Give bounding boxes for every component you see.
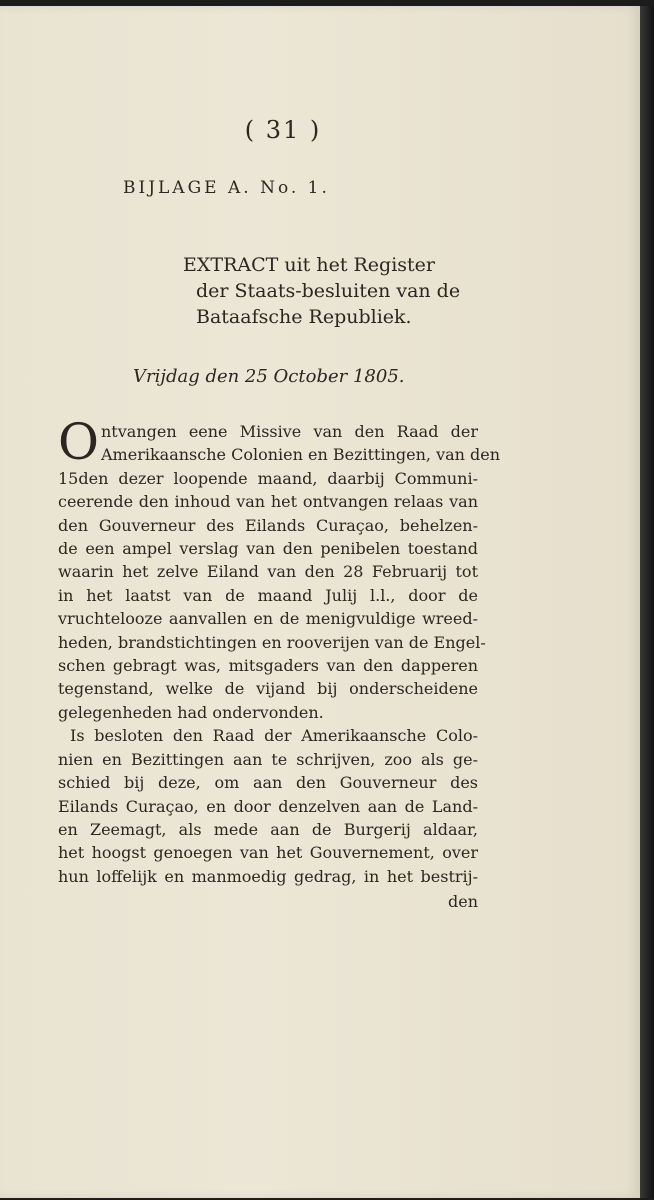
text-line: hun loffelijk en manmoedig gedrag, in het bestrij- <box>58 866 478 886</box>
text-line: de een ampel verslag van den penibelen toestand <box>58 539 478 559</box>
extract-line-1: EXTRACT uit het Register <box>183 254 435 276</box>
bleed-through-text <box>470 146 630 466</box>
text-line: nien en Bezittingen aan te schrijven, zoo als ge- <box>58 749 478 769</box>
document-page <box>0 6 640 1198</box>
appendix-heading: BIJLAGE A. No. 1. <box>123 178 330 198</box>
text-line: vruchtelooze aanvallen en de menigvuldige wreed- <box>58 609 478 629</box>
page-edge-shadow <box>640 6 654 1198</box>
text-line: waarin het zelve Eiland van den 28 Februarij tot <box>58 562 478 582</box>
paragraph-2 <box>58 724 478 888</box>
text-line: ntvangen eene Missive van den Raad der <box>101 422 478 441</box>
date-line: Vrijdag den 25 October 1805. <box>133 366 405 387</box>
body-text <box>58 413 501 914</box>
text-line: Is besloten den Raad der Amerikaansche Colo- <box>70 726 478 746</box>
drop-cap: O <box>58 413 99 471</box>
text-line: ceerende den inhoud van het ontvangen relaas van <box>58 492 478 512</box>
text-line: heden, brandstichtingen en rooverijen van de Engel- <box>58 632 486 652</box>
text-line: den Gouverneur des Eilands Curaçao, behelzen- <box>58 515 478 535</box>
page-number: ( 31 ) <box>244 116 322 144</box>
text-line: gelegenheden had ondervonden. <box>58 702 324 722</box>
text-line: Eilands Curaçao, en door denzelven aan de Land- <box>58 796 478 816</box>
extract-line-3: Bataafsche Republiek. <box>196 306 412 328</box>
catchword: den <box>447 892 478 912</box>
extract-title <box>183 252 478 330</box>
text-line: en Zeemagt, als mede aan de Burgerij aldaar, <box>58 819 478 839</box>
text-line: 15den dezer loopende maand, daarbij Communi- <box>58 468 478 488</box>
text-line: in het laatst van de maand Julij l.l., door de <box>58 585 478 605</box>
text-line: schied bij deze, om aan den Gouverneur des <box>58 773 478 793</box>
page-text <box>58 116 501 914</box>
paragraph-1 <box>58 413 501 724</box>
text-line: tegenstand, welke de vijand bij onderscheidene <box>58 679 478 699</box>
text-line: schen gebragt was, mitsgaders van den dapperen <box>58 656 478 676</box>
text-line: het hoogst genoegen van het Gouvernement, over <box>58 843 478 863</box>
extract-line-2: der Staats-besluiten van de <box>196 280 461 302</box>
text-line: Amerikaansche Colonien en Bezittingen, van den <box>101 445 501 465</box>
